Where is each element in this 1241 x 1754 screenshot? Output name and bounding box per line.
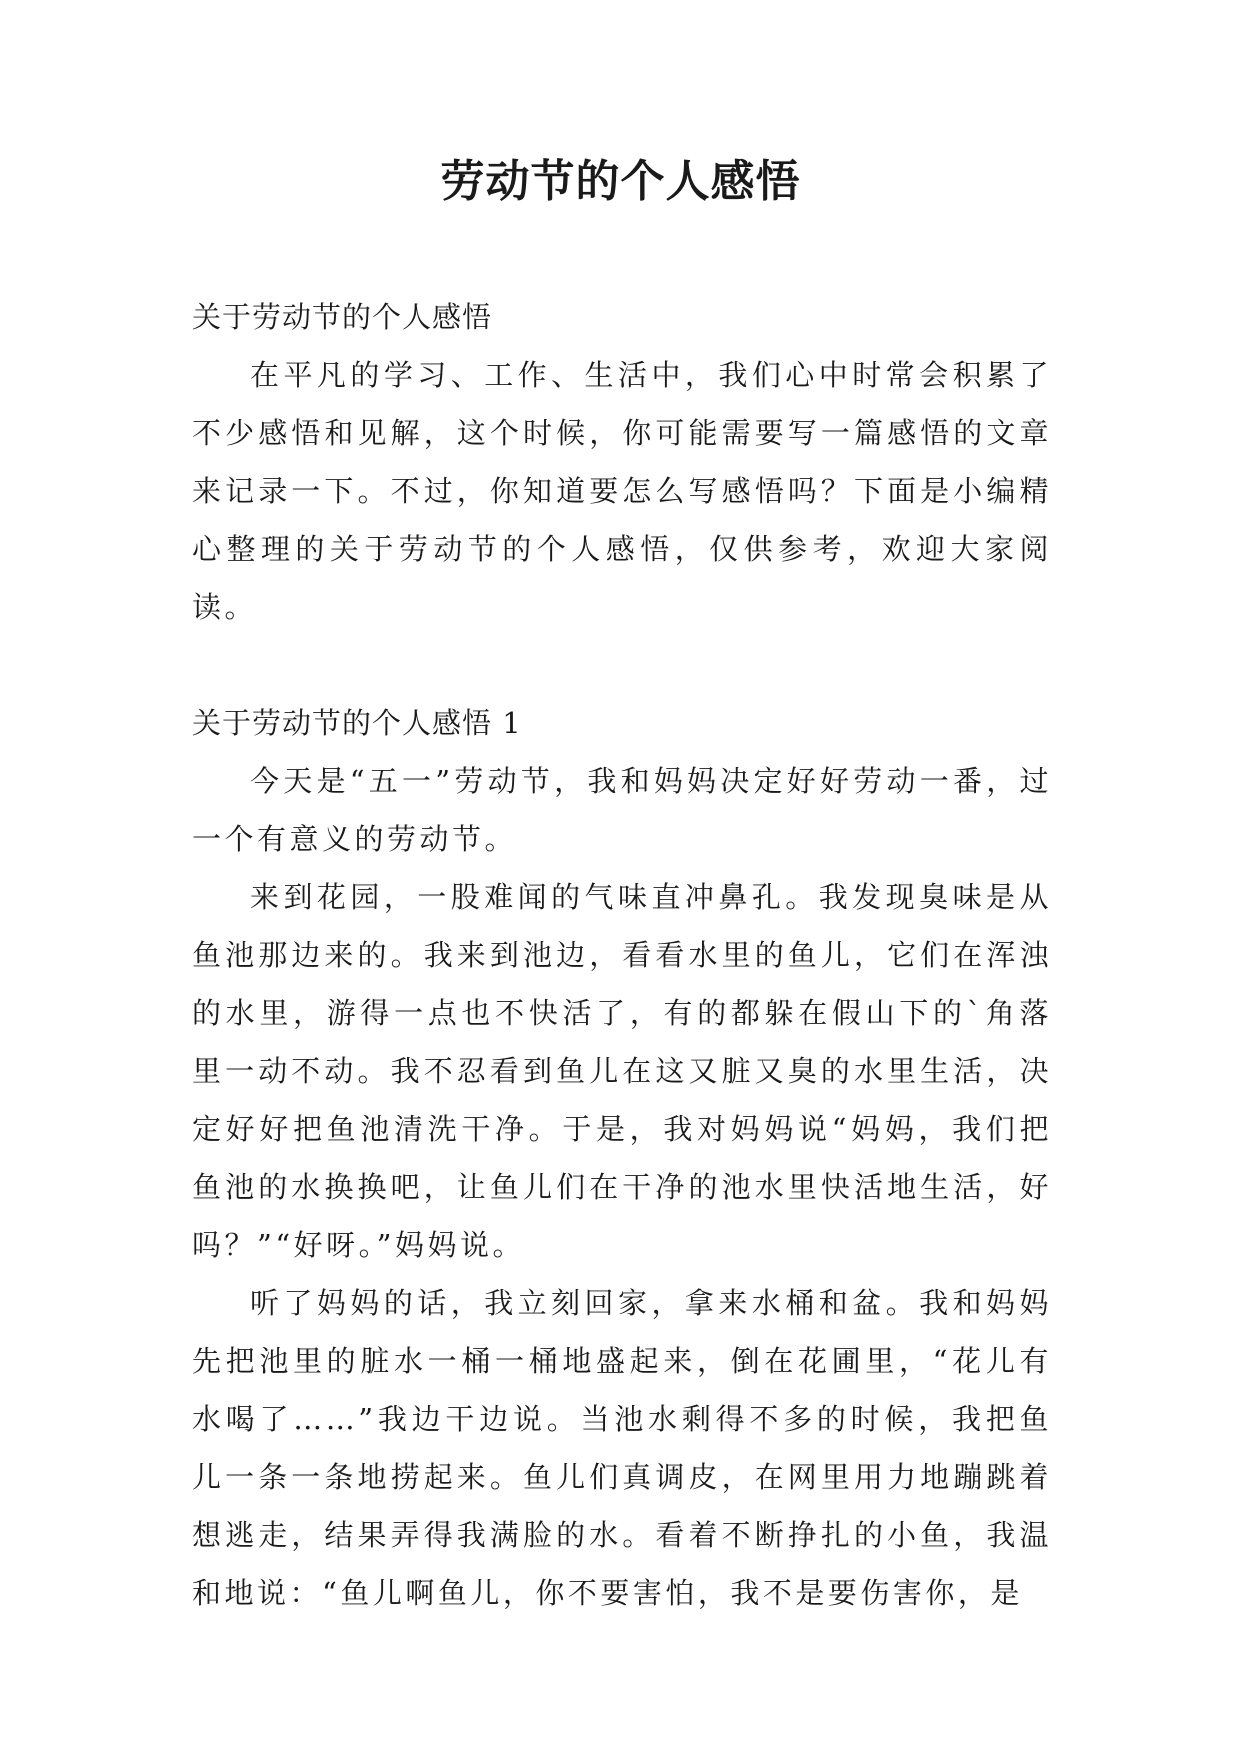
- section-1-paragraph-2: 来到花园，一股难闻的气味直冲鼻孔。我发现臭味是从鱼池那边来的。我来到池边，看看水里的鱼儿，它们在浑浊的水里，游得一点也不快活了，有的都躲在假山下的`角落里一动不动。我不忍看到鱼儿在这又脏又臭的水里生活，决定好好把鱼池清洗干净。于是，我对妈妈说“妈妈，我们把鱼池的水换换吧，让鱼儿们在干净的池水里快活地生活，好吗？”“好呀。”妈妈说。: [192, 880, 1052, 1262]
- document-title: 劳动节的个人感悟: [440, 156, 801, 207]
- section-1-paragraph-3: 听了妈妈的话，我立刻回家，拿来水桶和盆。我和妈妈先把池里的脏水一桶一桶地盛起来，倒在花圃里，“花儿有水喝了……”我边干边说。当池水剩得不多的时候，我把鱼儿一条一条地捞起来。鱼儿们真调皮，在网里用力地蹦跳着想逃走，结果弄得我满脸的水。看着不断挣扎的小鱼，我温和地说：“鱼儿啊鱼儿，你不要害怕，我不是要伤害你，是: [192, 1286, 1052, 1610]
- section-spacer: [192, 636, 1052, 694]
- intro-heading: 关于劳动节的个人感悟: [192, 300, 493, 334]
- intro-paragraph: 在平凡的学习、工作、生活中，我们心中时常会积累了不少感悟和见解，这个时候，你可能需要写一篇感悟的文章来记录一下。不过，你知道要怎么写感悟吗？下面是小编精心整理的关于劳动节的个人感悟，仅供参考，欢迎大家阅读。: [192, 358, 1052, 624]
- section-1-heading: 关于劳动节的个人感悟 1: [192, 706, 522, 740]
- document-body: [192, 288, 1052, 1622]
- section-1-paragraph-1: 今天是“五一”劳动节，我和妈妈决定好好劳动一番，过一个有意义的劳动节。: [192, 764, 1052, 856]
